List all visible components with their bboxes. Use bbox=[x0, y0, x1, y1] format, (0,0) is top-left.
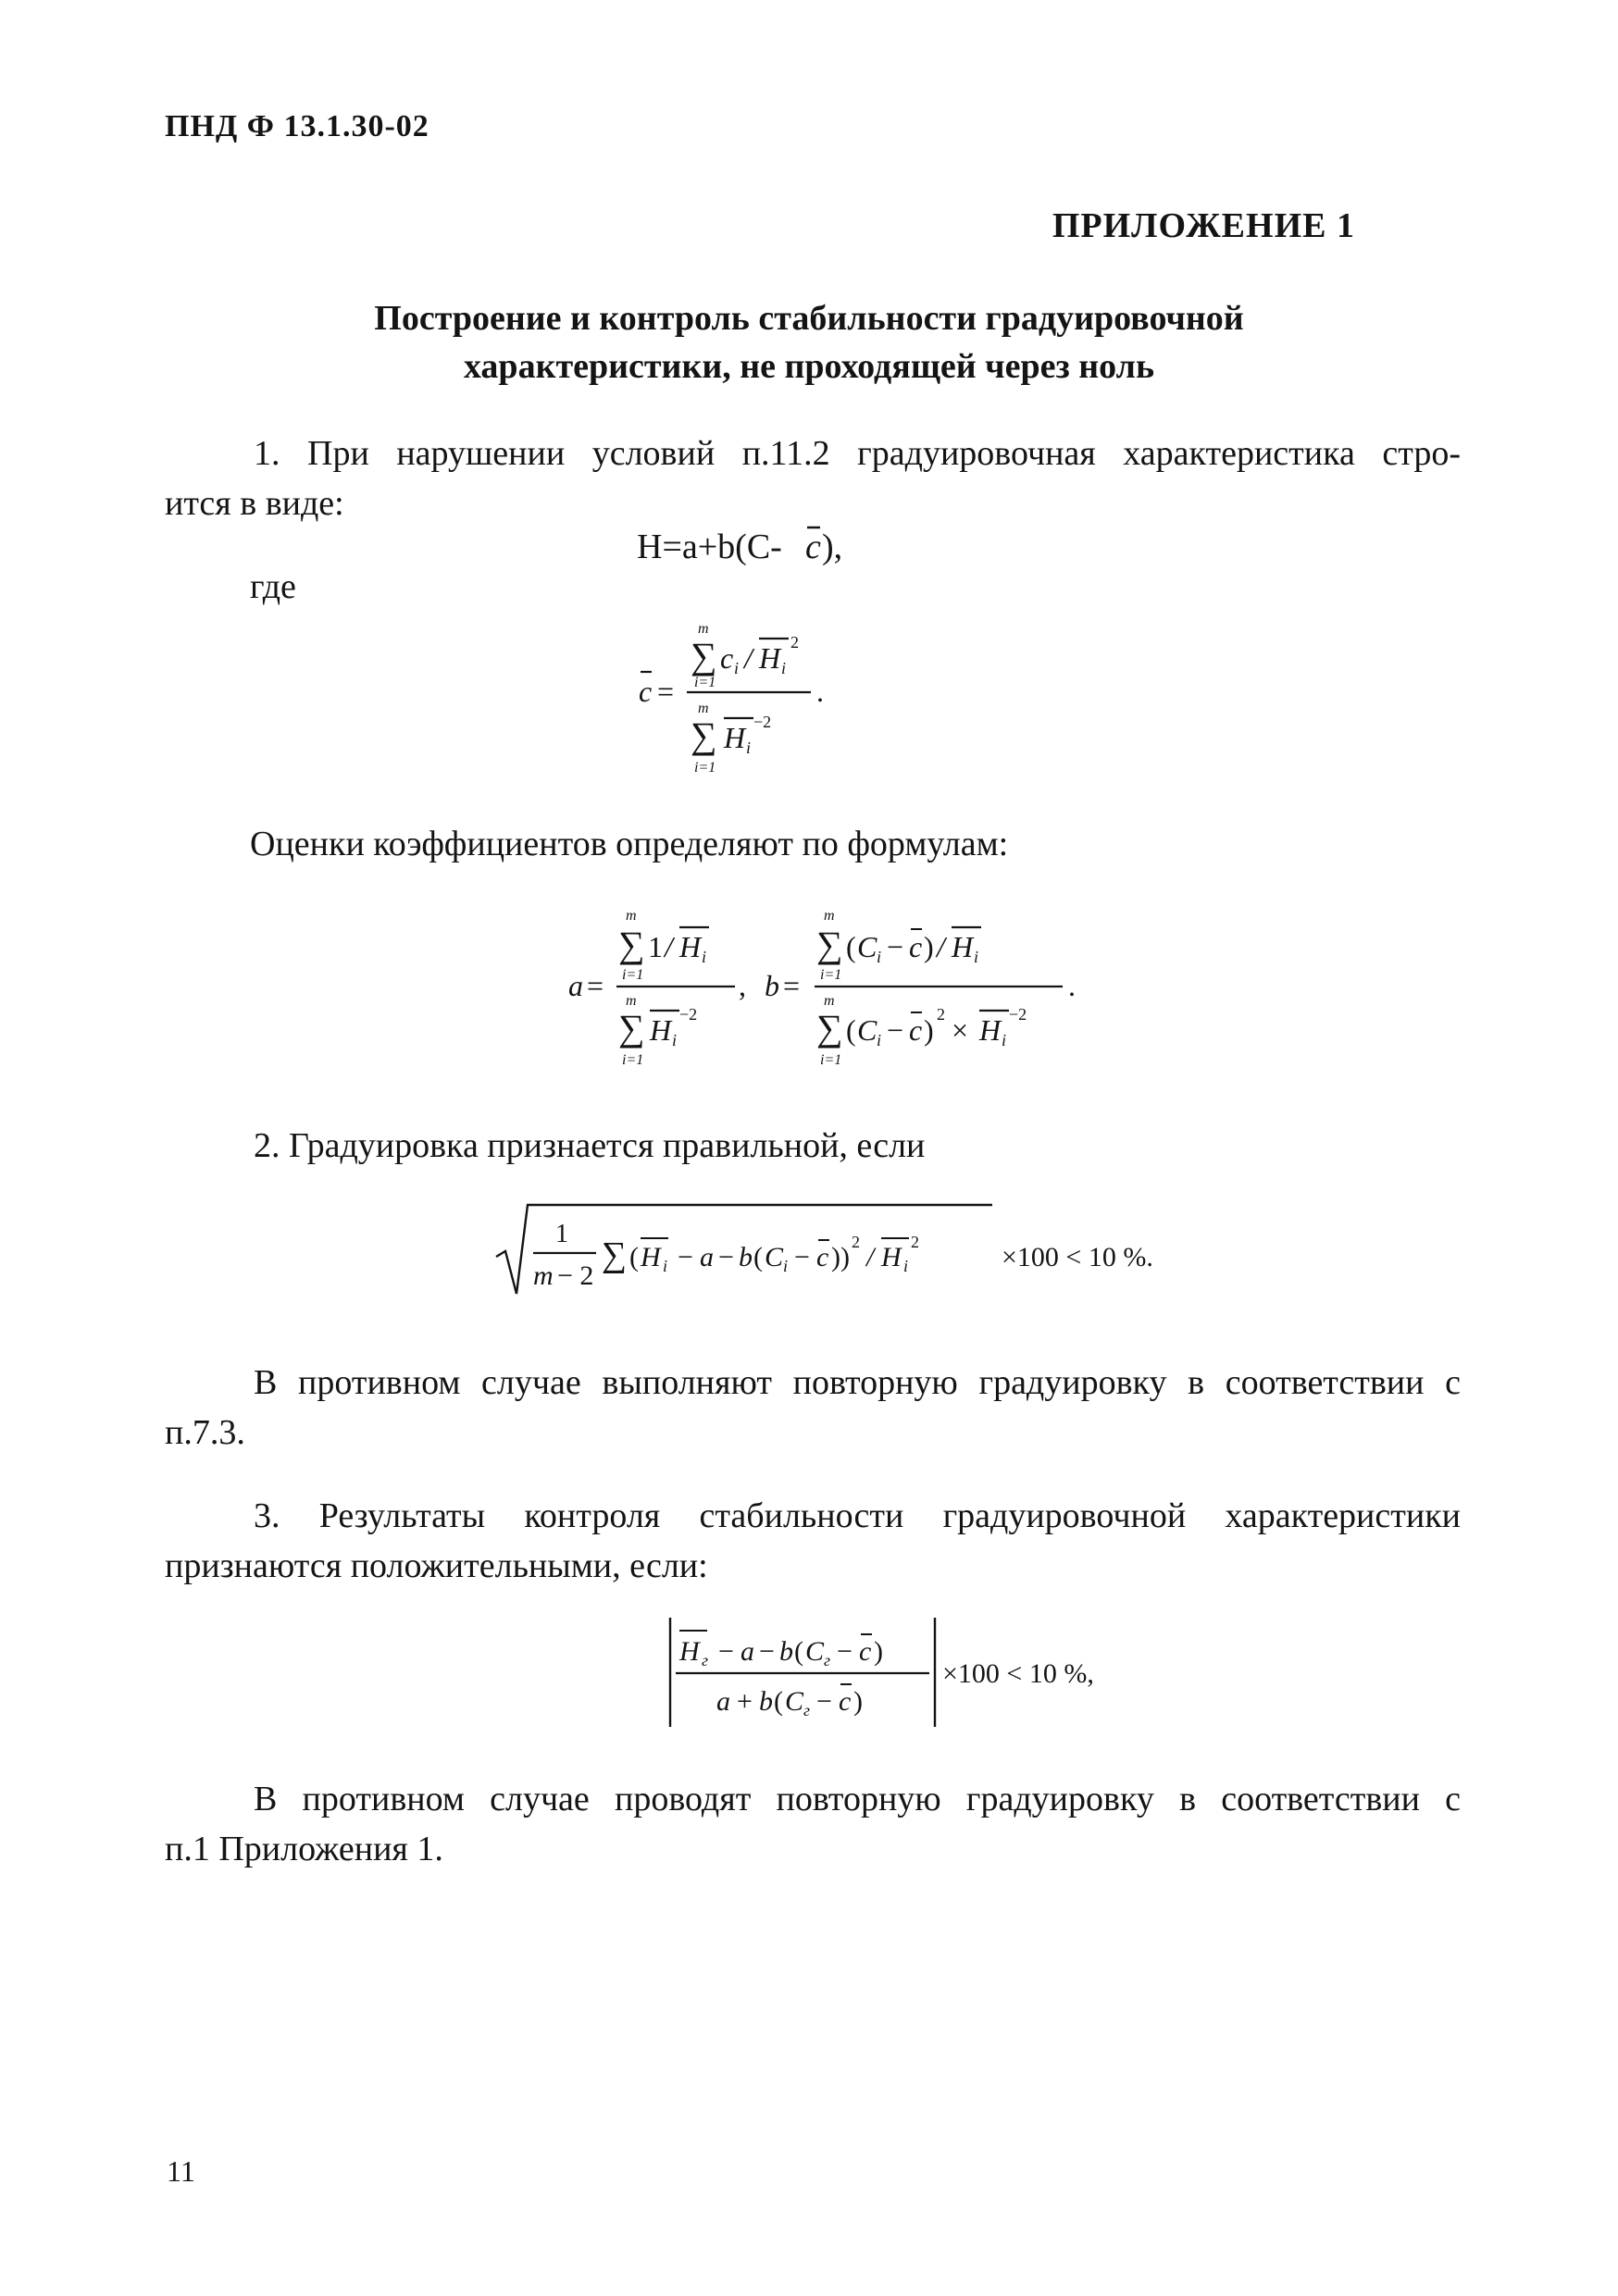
svg-text:)): )) bbox=[831, 1242, 850, 1272]
svg-text:H: H bbox=[979, 1013, 1002, 1047]
svg-text:C: C bbox=[785, 1686, 804, 1717]
svg-text:−: − bbox=[887, 930, 904, 963]
formula-calibration-criterion bbox=[496, 1201, 1200, 1303]
svg-text:c: c bbox=[859, 1636, 872, 1667]
svg-text:i=1: i=1 bbox=[694, 675, 716, 690]
svg-text:): ) bbox=[874, 1636, 883, 1667]
svg-text:i: i bbox=[974, 948, 979, 966]
svg-text:г: г bbox=[824, 1651, 831, 1669]
formula-coefficients-a-b bbox=[568, 900, 1087, 1075]
paragraph-1-line-2: ится в виде: bbox=[165, 484, 344, 523]
svg-text:): ) bbox=[853, 1686, 863, 1717]
paragraph-1-line-1: 1. При нарушении условий п.11.2 градуировочная характеристика стро- bbox=[254, 434, 1461, 473]
svg-text:H: H bbox=[759, 641, 781, 675]
svg-text:a: a bbox=[700, 1242, 714, 1272]
svg-text:∑: ∑ bbox=[618, 1007, 645, 1049]
paragraph-2-else-line-1: В противном случае выполняют повторную градуировку в соответствии с bbox=[254, 1363, 1461, 1402]
svg-text:∑: ∑ bbox=[816, 1007, 843, 1049]
svg-text:.: . bbox=[816, 675, 824, 708]
svg-text:H: H bbox=[679, 930, 702, 963]
svg-text:c: c bbox=[839, 1686, 852, 1717]
svg-text:i: i bbox=[877, 1031, 882, 1049]
svg-text:m: m bbox=[698, 701, 709, 716]
svg-text:∑: ∑ bbox=[602, 1235, 628, 1274]
svg-text:m: m bbox=[824, 908, 835, 924]
svg-text:.: . bbox=[1068, 969, 1076, 1002]
svg-text:−: − bbox=[718, 1636, 734, 1667]
svg-text:a: a bbox=[741, 1636, 754, 1667]
svg-text:−2: −2 bbox=[1009, 1005, 1027, 1024]
svg-text:b: b bbox=[765, 969, 779, 1002]
svg-text:=: = bbox=[657, 675, 675, 708]
svg-text:H: H bbox=[724, 721, 746, 754]
svg-text:−: − bbox=[759, 1636, 775, 1667]
section-title-line-2: характеристики, не проходящей через ноль bbox=[463, 347, 1155, 386]
svg-text:H: H bbox=[641, 1242, 661, 1272]
svg-text:a: a bbox=[568, 969, 583, 1002]
svg-text:C: C bbox=[765, 1242, 784, 1272]
svg-text:H: H bbox=[952, 930, 974, 963]
svg-text:/: / bbox=[665, 930, 673, 963]
svg-text:i: i bbox=[663, 1257, 668, 1275]
svg-text:c: c bbox=[909, 1013, 923, 1047]
svg-text:i=1: i=1 bbox=[820, 1052, 842, 1068]
svg-text:c: c bbox=[816, 1242, 829, 1272]
svg-text:i: i bbox=[702, 948, 707, 966]
svg-text:b: b bbox=[759, 1686, 773, 1717]
svg-text:C: C bbox=[857, 930, 877, 963]
svg-text:−: − bbox=[718, 1242, 734, 1272]
coefficients-intro: Оценки коэффициентов определяют по формулам: bbox=[250, 825, 1009, 863]
svg-text:2: 2 bbox=[911, 1233, 919, 1251]
svg-text:+: + bbox=[737, 1686, 753, 1717]
svg-text:−: − bbox=[678, 1242, 693, 1272]
formula-stability-criterion bbox=[666, 1614, 1166, 1734]
paragraph-3-else-line-2: п.1 Приложения 1. bbox=[165, 1830, 443, 1868]
svg-text:∑: ∑ bbox=[691, 714, 717, 756]
page-number: 11 bbox=[167, 2154, 195, 2188]
svg-text:i: i bbox=[903, 1257, 909, 1275]
svg-text:,: , bbox=[739, 969, 746, 1002]
svg-text:∑: ∑ bbox=[618, 924, 645, 965]
svg-text:(: ( bbox=[846, 930, 856, 963]
svg-text:∑: ∑ bbox=[691, 635, 717, 676]
svg-text:1: 1 bbox=[555, 1220, 568, 1248]
svg-text:2: 2 bbox=[937, 1005, 945, 1024]
svg-text:H: H bbox=[881, 1242, 902, 1272]
svg-text:2: 2 bbox=[852, 1233, 860, 1251]
svg-text:i=1: i=1 bbox=[622, 1052, 644, 1068]
svg-text:b: b bbox=[739, 1242, 753, 1272]
formula-c-bar bbox=[639, 609, 879, 785]
svg-text:m: m bbox=[698, 621, 709, 637]
svg-text:C: C bbox=[857, 1013, 877, 1047]
paragraph-3-line-2: признаются положительными, если: bbox=[165, 1546, 708, 1585]
svg-text:c: c bbox=[909, 930, 923, 963]
where-label: где bbox=[250, 567, 296, 606]
svg-text:г: г bbox=[803, 1701, 811, 1719]
svg-text:H: H bbox=[650, 1013, 672, 1047]
svg-text:(: ( bbox=[774, 1686, 783, 1717]
svg-text:−: − bbox=[837, 1636, 853, 1667]
svg-text:=: = bbox=[783, 969, 801, 1002]
svg-text:i: i bbox=[734, 659, 740, 677]
svg-text:i: i bbox=[746, 738, 752, 757]
svg-text:×100 < 10 %.: ×100 < 10 %. bbox=[1002, 1242, 1153, 1272]
svg-text:2: 2 bbox=[790, 633, 799, 652]
svg-text:−: − bbox=[794, 1242, 810, 1272]
svg-text:×100 < 10 %,: ×100 < 10 %, bbox=[942, 1658, 1094, 1689]
svg-text:i=1: i=1 bbox=[820, 967, 842, 983]
svg-text:c: c bbox=[720, 641, 734, 675]
svg-text:−: − bbox=[887, 1013, 904, 1047]
svg-text:(: ( bbox=[629, 1242, 639, 1272]
svg-text:/: / bbox=[744, 641, 753, 675]
svg-text:m: m bbox=[626, 908, 637, 924]
svg-text:i: i bbox=[781, 659, 787, 677]
appendix-label: ПРИЛОЖЕНИЕ 1 bbox=[1052, 206, 1355, 245]
formula-calibration-function bbox=[637, 507, 915, 572]
svg-text:i: i bbox=[1002, 1031, 1007, 1049]
svg-text:m: m bbox=[533, 1260, 554, 1291]
svg-text:c: c bbox=[639, 675, 653, 708]
svg-text:): ) bbox=[924, 930, 934, 963]
svg-text:m: m bbox=[626, 993, 637, 1009]
paragraph-2-else-line-2: п.7.3. bbox=[165, 1413, 245, 1452]
svg-text:(: ( bbox=[753, 1242, 763, 1272]
svg-text:c: c bbox=[805, 527, 821, 566]
svg-text:−: − bbox=[816, 1686, 832, 1717]
svg-text:−2: −2 bbox=[679, 1005, 698, 1024]
svg-text:H=a+b(C-: H=a+b(C- bbox=[637, 527, 782, 566]
svg-text:1: 1 bbox=[648, 930, 663, 963]
svg-text:/: / bbox=[866, 1242, 875, 1272]
svg-text:=: = bbox=[587, 969, 604, 1002]
svg-text:i=1: i=1 bbox=[622, 967, 644, 983]
svg-text:i: i bbox=[672, 1031, 678, 1049]
svg-text:C: C bbox=[805, 1636, 825, 1667]
svg-text:(: ( bbox=[794, 1636, 803, 1667]
paragraph-3-else-line-1: В противном случае проводят повторную градуировку в соответствии с bbox=[254, 1780, 1461, 1818]
svg-text:−2: −2 bbox=[753, 713, 772, 731]
paragraph-3-line-1: 3. Результаты контроля стабильности градуировочной характеристики bbox=[254, 1496, 1461, 1535]
svg-text:г: г bbox=[702, 1651, 709, 1669]
svg-text:H: H bbox=[679, 1636, 700, 1667]
svg-text:(: ( bbox=[846, 1013, 856, 1047]
svg-text:i: i bbox=[783, 1257, 789, 1275]
svg-text:): ) bbox=[924, 1013, 934, 1047]
section-title-line-1: Построение и контроль стабильности градуировочной bbox=[374, 299, 1244, 338]
svg-text:i=1: i=1 bbox=[694, 760, 716, 776]
svg-text:×: × bbox=[952, 1013, 969, 1047]
svg-text:),: ), bbox=[822, 527, 843, 566]
svg-text:∑: ∑ bbox=[816, 924, 843, 965]
svg-text:b: b bbox=[779, 1636, 793, 1667]
svg-text:m: m bbox=[824, 993, 835, 1009]
svg-text:− 2: − 2 bbox=[557, 1260, 594, 1291]
svg-text:a: a bbox=[716, 1686, 730, 1717]
document-code: ПНД Ф 13.1.30-02 bbox=[165, 109, 429, 143]
svg-text:/: / bbox=[937, 930, 945, 963]
svg-text:i: i bbox=[877, 948, 882, 966]
paragraph-2: 2. Градуировка признается правильной, если bbox=[254, 1126, 926, 1165]
